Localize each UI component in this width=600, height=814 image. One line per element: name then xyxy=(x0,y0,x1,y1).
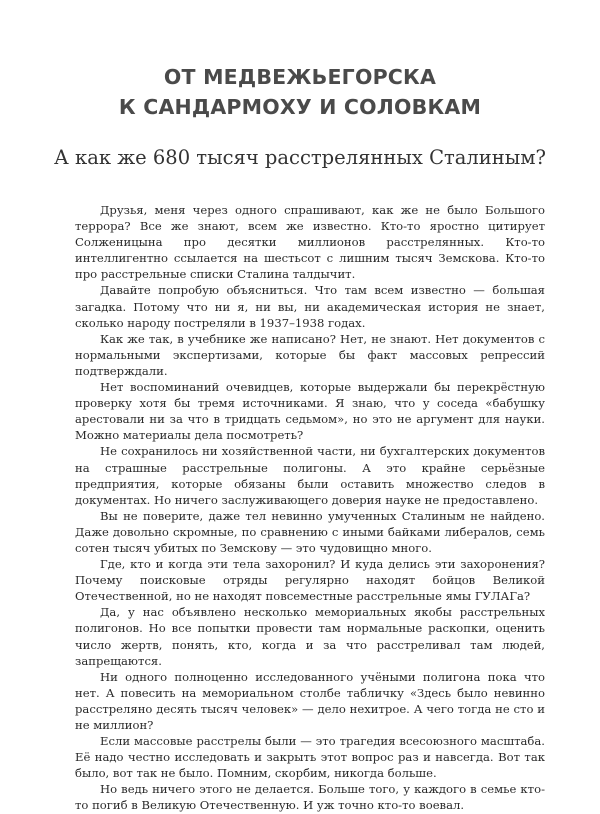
paragraph: Если массовые расстрелы были — это трагедия всесоюзного масштаба. Её надо честно исследовать и закрыть этот вопрос раз и навсегда. Вот так было, вот так не было. Помним, скорбим, никогда больше. xyxy=(75,734,545,781)
paragraph: Вы не поверите, даже тел невинно умученных Сталиным не найдено. Даже довольно скромные, по сравнению с иными байками либералов, семь сотен тысяч убитых по Земскову — это чудовищно много. xyxy=(75,508,545,555)
chapter-title xyxy=(0,62,600,122)
paragraph: Нет воспоминаний очевидцев, которые выдержали бы перекрёстную проверку хотя бы тремя источниками. Я знаю, что у соседа «бабушку арестовали ни за что в тридцать седьмом», но это не аргумент для науки. Можно материалы дела посмотреть? xyxy=(75,380,545,443)
paragraph: Как же так, в учебнике же написано? Нет, не знают. Нет документов с нормальными экспертизами, которые бы факт массовых репрессий подтверждали. xyxy=(75,331,545,378)
body-text xyxy=(75,202,545,814)
paragraph: Ни одного полноценно исследованного учёными полигона пока что нет. А повесить на мемориальном столбе табличку «Здесь было невинно расстреляно десять тысяч человек» — дело нехитрое. А чего тогда не сто и не миллион? xyxy=(75,669,545,732)
paragraph: Да, у нас объявлено несколько мемориальных якобы расстрельных полигонов. Но все попытки провести там нормальные раскопки, оценить число жертв, понять, кто, когда и за что расстреливал там людей, запрещаются. xyxy=(75,605,545,668)
paragraph: Где, кто и когда эти тела захоронил? И куда делись эти захоронения? Почему поисковые отряды регулярно находят бойцов Великой Отечественной, но не находят повсеместные расстрельные ямы ГУЛАГа? xyxy=(75,557,545,604)
chapter-title-line-2: К САНДАРМОХУ И СОЛОВКАМ xyxy=(118,95,482,119)
paragraph: Но ведь ничего этого не делается. Больше того, у каждого в семье кто-то погиб в Великую Отечественную. И уж точно кто-то воевал. xyxy=(75,782,545,813)
paragraph: Друзья, меня через одного спрашивают, как же не было Большого террора? Все же знают, всем же известно. Кто-то яростно цитирует Солженицына про десятки миллионов расстрелянных. Кто-то интеллигентно ссылается на шестьсот с лишним тысяч Земскова. Кто-то про расстрельные списки Сталина талдычит. xyxy=(75,203,545,282)
paragraph: Давайте попробую объясниться. Что там всем известно — большая загадка. Потому что ни я, ни вы, ни академическая история не знает, сколько народу постреляли в 1937–1938 годах. xyxy=(75,283,545,330)
chapter-title-line-1: ОТ МЕДВЕЖЬЕГОРСКА xyxy=(163,65,437,89)
section-heading: А как же 680 тысяч расстрелянных Сталиным? xyxy=(54,146,546,169)
paragraph: Не сохранилось ни хозяйственной части, ни бухгалтерских документов на страшные расстрельные полигоны. А это крайне серьёзные предприятия, которые обязаны были оставить множество следов в документах. Но ничего заслуживающего доверия науке не предоставлено. xyxy=(75,444,545,507)
